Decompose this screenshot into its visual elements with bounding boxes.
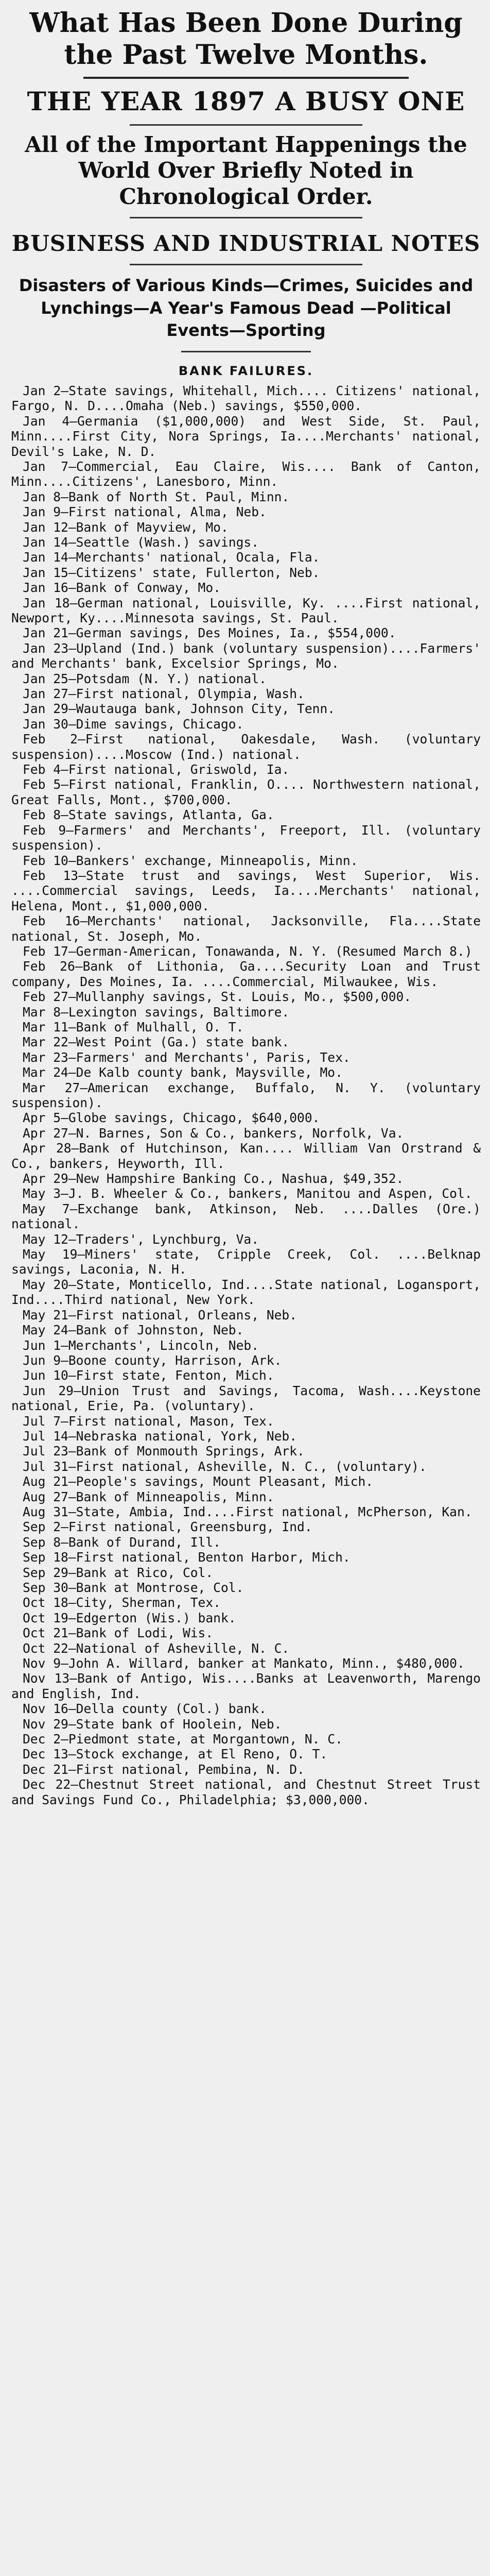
- divider-rule: [181, 351, 311, 352]
- headline-deck-1: What Has Been Done During the Past Twelve Months.: [29, 7, 463, 71]
- divider-rule: [83, 77, 409, 79]
- failure-entry: Apr 27—N. Barnes, Son & Co., bankers, Norfolk, Va.: [23, 1125, 404, 1141]
- failure-entry: Feb 5—First national, Franklin, O.... Northwestern national, Great Falls, Mont., $700,000.: [11, 777, 481, 807]
- failure-entry: Feb 27—Mullanphy savings, St. Louis, Mo., $500,000.: [23, 989, 412, 1005]
- failure-entry: Jan 15—Citizens' state, Fullerton, Neb.: [23, 565, 320, 580]
- failure-entry: Jan 27—First national, Olympia, Wash.: [23, 686, 305, 702]
- failure-entry: Apr 28—Bank of Hutchinson, Kan.... William Van Orstrand & Co., bankers, Heyworth, Ill.: [11, 1141, 481, 1171]
- failure-entry: May 7—Exchange bank, Atkinson, Neb. ....Dalles (Ore.) national.: [11, 1201, 481, 1232]
- failure-entry: Jun 9—Boone county, Harrison, Ark.: [23, 1352, 282, 1368]
- failure-entry: Jun 29—Union Trust and Savings, Tacoma, Wash....Keystone national, Erie, Pa. (voluntary).: [11, 1383, 481, 1414]
- failure-entry: Feb 4—First national, Griswold, Ia.: [23, 762, 290, 777]
- failure-entry: Feb 8—State savings, Atlanta, Ga.: [23, 807, 274, 823]
- failure-entry: Jan 14—Merchants' national, Ocala, Fla.: [23, 550, 320, 565]
- headline-deck-2: THE YEAR 1897 A BUSY ONE: [27, 86, 465, 116]
- failure-entry: Jan 29—Wautauga bank, Johnson City, Tenn.: [23, 701, 336, 717]
- failure-entry: Feb 26—Bank of Lithonia, Ga....Security Loan and Trust company, Des Moines, Ia. ....Commercial, Milwaukee, Wis.: [11, 959, 481, 989]
- failure-entry: Oct 18—City, Sherman, Tex.: [23, 1595, 221, 1611]
- failure-entry: Dec 13—Stock exchange, at El Reno, O. T.: [23, 1747, 328, 1762]
- failure-entry: Jul 14—Nebraska national, York, Neb.: [23, 1428, 297, 1444]
- divider-rule: [130, 264, 362, 265]
- failure-entry: Jan 21—German savings, Des Moines, Ia., $554,000.: [23, 625, 396, 641]
- failure-entry: Jul 23—Bank of Monmouth Springs, Ark.: [23, 1444, 305, 1459]
- failure-entry: Jun 1—Merchants', Lincoln, Neb.: [23, 1337, 259, 1353]
- failure-entry: Jan 12—Bank of Mayview, Mo.: [23, 519, 229, 535]
- failure-entry: May 21—First national, Orleans, Neb.: [23, 1307, 297, 1323]
- failure-entry: Jan 18—German national, Louisville, Ky. ....First national, Newport, Ky....Minnesota savings, St. Paul.: [11, 595, 481, 625]
- failure-entry: Sep 18—First national, Benton Harbor, Mich.: [23, 1550, 351, 1565]
- failure-entry: Jan 7—Commercial, Eau Claire, Wis.... Bank of Canton, Minn....Citizens', Lanesboro, Minn.: [11, 459, 481, 489]
- failure-entry: Apr 29—New Hampshire Banking Co., Nashua, $49,352.: [23, 1171, 404, 1187]
- failure-entry: Jan 25—Potsdam (N. Y.) national.: [23, 671, 267, 686]
- failure-entry: Aug 31—State, Ambia, Ind....First national, McPherson, Kan.: [23, 1504, 472, 1519]
- failure-entry: Jan 23—Upland (Ind.) bank (voluntary suspension)....Farmers' and Merchants' bank, Excelsior Springs, Mo.: [11, 640, 481, 671]
- failure-entry: Sep 29—Bank at Rico, Col.: [23, 1565, 214, 1580]
- failure-entry: Jan 30—Dime savings, Chicago.: [23, 716, 244, 732]
- failure-entry: Feb 17—German-American, Tonawanda, N. Y. (Resumed March 8.): [23, 943, 472, 959]
- failure-entry: Feb 2—First national, Oakesdale, Wash. (voluntary suspension)....Moscow (Ind.) national.: [11, 732, 481, 762]
- failure-entry: Sep 30—Bank at Montrose, Col.: [23, 1580, 244, 1595]
- failure-entry: Jan 14—Seattle (Wash.) savings.: [23, 534, 259, 550]
- headline-deck-3: All of the Important Happenings the World Over Briefly Noted in Chronological Order.: [25, 131, 467, 209]
- failure-entry: Aug 27—Bank of Minneapolis, Minn.: [23, 1489, 274, 1504]
- divider-rule: [130, 217, 362, 218]
- failure-entry: Oct 19—Edgerton (Wis.) bank.: [23, 1610, 236, 1625]
- failure-entry: Mar 23—Farmers' and Merchants', Paris, Tex.: [23, 1049, 351, 1065]
- bank-failures-list: [11, 383, 481, 1807]
- failure-entry: Aug 21—People's savings, Mount Pleasant, Mich.: [23, 1474, 374, 1489]
- failure-entry: Jan 16—Bank of Conway, Mo.: [23, 580, 221, 596]
- failure-entry: Mar 8—Lexington savings, Baltimore.: [23, 1004, 290, 1020]
- failure-entry: Feb 16—Merchants' national, Jacksonville, Fla....State national, St. Joseph, Mo.: [11, 913, 481, 944]
- failure-entry: Sep 8—Bank of Durand, Ill.: [23, 1534, 221, 1550]
- failure-entry: Dec 21—First national, Pembina, N. D.: [23, 1761, 305, 1777]
- failure-entry: Feb 13—State trust and savings, West Superior, Wis. ....Commercial savings, Leeds, Ia....Merchants' national, Helena, Mont., $1,000,000.: [11, 868, 481, 913]
- failure-entry: Mar 22—West Point (Ga.) state bank.: [23, 1035, 290, 1050]
- failure-entry: Nov 13—Bank of Antigo, Wis....Banks at Leavenworth, Marengo and English, Ind.: [11, 1671, 481, 1701]
- failure-entry: Nov 16—Della county (Col.) bank.: [23, 1701, 267, 1717]
- failure-entry: Mar 11—Bank of Mulhall, O. T.: [23, 1019, 244, 1035]
- failure-entry: Dec 2—Piedmont state, at Morgantown, N. C.: [23, 1732, 343, 1747]
- failure-entry: May 3—J. B. Wheeler & Co., bankers, Manitou and Aspen, Col.: [23, 1186, 472, 1201]
- failure-entry: May 24—Bank of Johnston, Neb.: [23, 1323, 244, 1338]
- failure-entry: May 19—Miners' state, Cripple Creek, Col. ....Belknap savings, Laconia, N. H.: [11, 1247, 481, 1277]
- failure-entry: Dec 22—Chestnut Street national, and Chestnut Street Trust and Savings Fund Co., Philadelphia; $3,000,000.: [11, 1777, 481, 1807]
- failure-entry: Mar 24—De Kalb county bank, Maysville, Mo.: [23, 1065, 343, 1080]
- failure-entry: Mar 27—American exchange, Buffalo, N. Y. (voluntary suspension).: [11, 1080, 481, 1110]
- section-heading: BANK FAILURES.: [178, 363, 314, 378]
- failure-entry: Oct 21—Bank of Lodi, Wis.: [23, 1625, 214, 1641]
- failure-entry: Jan 4—Germania ($1,000,000) and West Side, St. Paul, Minn....First City, Nora Springs, Ia....Merchants' national, Devil's Lake, N. D.: [11, 413, 481, 459]
- failure-entry: Jul 7—First national, Mason, Tex.: [23, 1413, 274, 1429]
- failure-entry: Jan 9—First national, Alma, Neb.: [23, 504, 267, 520]
- failure-entry: Feb 9—Farmers' and Merchants', Freeport, Ill. (voluntary suspension).: [11, 822, 481, 853]
- headline-deck-5: Disasters of Various Kinds—Crimes, Suicides and Lynchings—A Year's Famous Dead —Political Events—Sporting: [19, 276, 474, 340]
- failure-entry: May 12—Traders', Lynchburg, Va.: [23, 1231, 259, 1247]
- divider-rule: [130, 124, 362, 126]
- failure-entry: Apr 5—Globe savings, Chicago, $640,000.: [23, 1110, 320, 1126]
- failure-entry: Oct 22—National of Asheville, N. C.: [23, 1640, 290, 1656]
- failure-entry: Feb 10—Bankers' exchange, Minneapolis, Minn.: [23, 853, 358, 868]
- failure-entry: May 20—State, Monticello, Ind....State national, Logansport, Ind....Third national, New York.: [11, 1277, 481, 1308]
- failure-entry: Jan 8—Bank of North St. Paul, Minn.: [23, 489, 290, 504]
- failure-entry: Sep 2—First national, Greensburg, Ind.: [23, 1519, 312, 1535]
- failure-entry: Jun 10—First state, Fenton, Mich.: [23, 1368, 274, 1383]
- failure-entry: Jan 2—State savings, Whitehall, Mich.... Citizens' national, Fargo, N. D....Omaha (Neb.) savings, $550,000.: [11, 383, 481, 414]
- failure-entry: Nov 29—State bank of Hoolein, Neb.: [23, 1716, 282, 1732]
- failure-entry: Nov 9—John A. Willard, banker at Mankato, Minn., $480,000.: [23, 1656, 465, 1671]
- headline-deck-4: BUSINESS AND INDUSTRIAL NOTES: [11, 230, 481, 256]
- failure-entry: Jul 31—First national, Asheville, N. C., (voluntary).: [23, 1459, 427, 1474]
